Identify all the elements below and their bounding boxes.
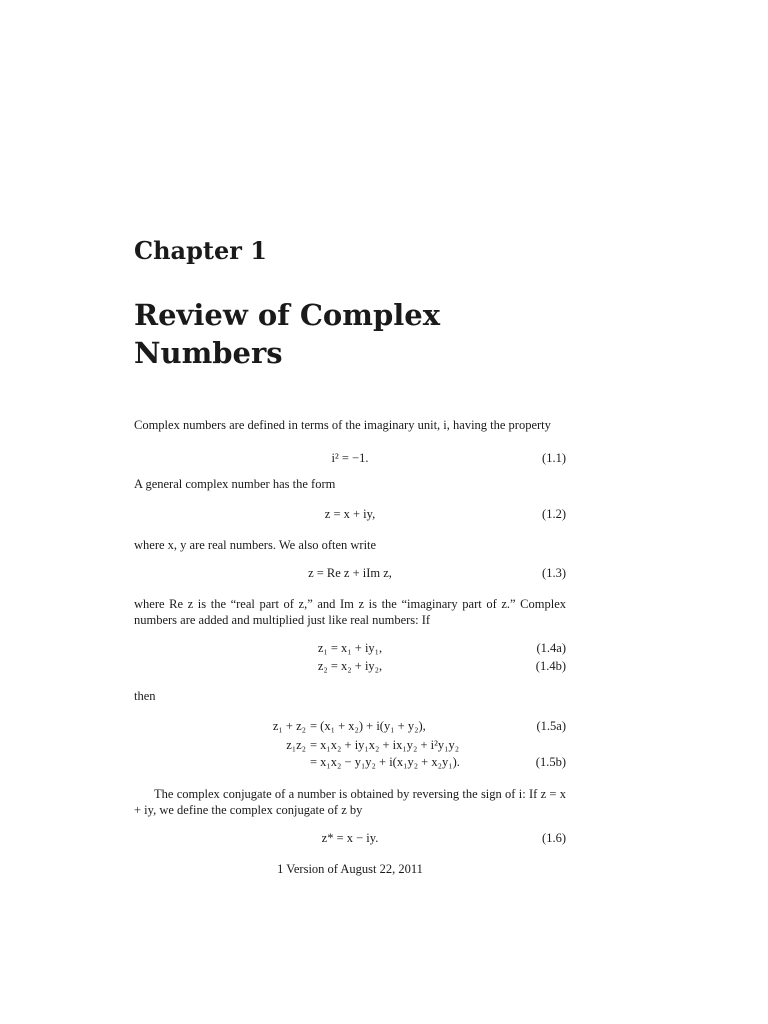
equation-body: z = Re z + iIm z, [308,566,392,580]
equation-1-5b-line1 [134,738,566,754]
equation-1-5a [134,719,566,735]
equation-1-3 [134,566,566,582]
paragraph-general-form: A general complex number has the form [134,477,336,491]
equation-body: z₂ = x₂ + iy₂, [317,659,383,673]
paragraph-imaginary-unit: Complex numbers are defined in terms of the imaginary unit, i, having the property [134,418,551,432]
equation-1-4b [134,659,566,675]
equation-number: (1.2) [542,507,566,521]
equation-body: z₁ = x₁ + iy₁, [317,641,383,655]
equation-lhs: z₁ + z₂ [272,719,306,733]
chapter-label: Chapter 1 [134,236,267,265]
chapter-title: Review of Complex Numbers [134,298,440,370]
equation-rhs: = (x₁ + x₂) + i(y₁ + y₂), [310,719,426,733]
paragraph-then: then [134,689,156,703]
equation-1-2 [134,507,566,523]
equation-number: (1.6) [542,831,566,845]
equation-1-6 [134,831,566,847]
paragraph-real-numbers: where x, y are real numbers. We also often write [134,538,377,552]
equation-lhs: z₁z₂ [286,738,306,752]
equation-number: (1.5b) [535,755,566,769]
paragraph-real-imag-parts: where Re z is the “real part of z,” and Im z is the “imaginary part of z.” Complex numbers are added and multiplied just like real numbers: If [134,597,566,627]
equation-body: z* = x − iy. [321,831,379,845]
equation-body: i² = −1. [331,451,369,465]
equation-number: (1.3) [542,566,566,580]
paragraph-complex-conjugate: The complex conjugate of a number is obtained by reversing the sign of i: If z = x + iy, we define the complex conjugate of z by [134,787,566,817]
equation-rhs: = x₁x₂ − y₁y₂ + i(x₁y₂ + x₂y₁). [310,755,460,769]
equation-1-4a [134,641,566,657]
equation-number: (1.5a) [536,719,566,733]
equation-1-1 [134,451,566,467]
page-footer: 1 Version of August 22, 2011 [277,862,423,876]
equation-body: z = x + iy, [324,507,376,521]
equation-number: (1.1) [542,451,566,465]
equation-number: (1.4a) [536,641,566,655]
equation-number: (1.4b) [535,659,566,673]
equation-rhs: = x₁x₂ + iy₁x₂ + ix₁y₂ + i²y₁y₂ [310,738,460,752]
equation-1-5b-line2 [134,755,566,771]
